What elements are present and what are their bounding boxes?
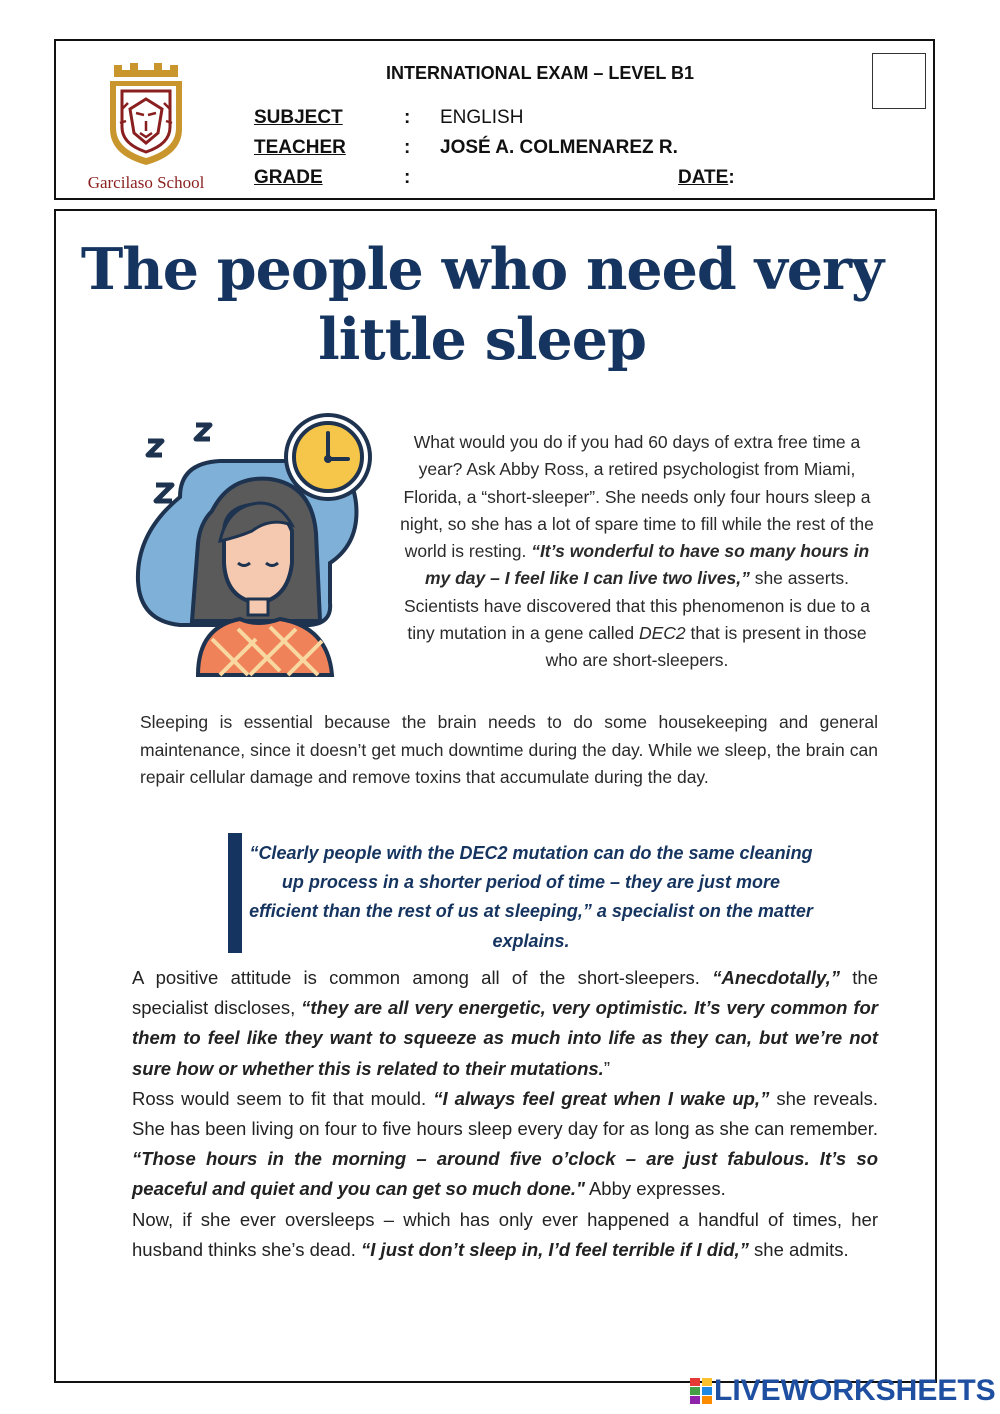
watermark-text: LIVEWORKSHEETS [714, 1374, 996, 1407]
date-colon: : [728, 167, 735, 188]
teacher-colon: : [404, 137, 411, 158]
liveworksheets-logo-icon [690, 1378, 712, 1404]
subject-value: ENGLISH [440, 107, 524, 128]
intro-gene: DEC2 [638, 623, 686, 644]
grade-label: GRADE [254, 167, 323, 188]
p3-text-a: Now, if she ever oversleeps – which has only ever happened a handful of times, her husband thinks she’s dead. [132, 1208, 878, 1260]
exam-header [54, 39, 935, 200]
article-box [54, 209, 937, 1383]
subject-label: SUBJECT [254, 107, 343, 128]
lion-crest-icon [104, 59, 188, 169]
paragraph-sleep-essential: Sleeping is essential because the brain needs to do some housekeeping and general maintenance, since it doesn’t get much downtime during the day. While we sleep, the brain can repair cellular damage and remove toxins that accumulate during the day. [140, 712, 878, 787]
title-line-2: little sleep [318, 306, 646, 373]
school-name: Garcilaso School [87, 173, 205, 192]
p1-quote-d: “they are all very energetic, very optimistic. It’s very common for them to feel like they want to squeeze as much into life as they can, but we’re not sure how or whether this is related to their mutations. [132, 997, 878, 1079]
date-field[interactable] [678, 167, 735, 189]
subject-colon: : [404, 107, 411, 128]
p2-text-a: Ross would seem to fit that mould. [132, 1087, 427, 1109]
p1-quote-b: “Anecdotally,” [712, 967, 841, 988]
intro-text-1: What would you do if you had 60 days of extra free time a year? Ask Abby Ross, a retired psychologist from Miami, Florida, a “short-sleeper”. She needs only four hours sleep a night, so she has a lot of spare time to fill while the rest of the world is resting. [400, 432, 874, 562]
p3-quote-b: “I just don’t sleep in, I’d feel terrible if I did,” [361, 1238, 749, 1260]
intro-text-2: she asserts. Scientists have discovered that this phenomenon is due to a tiny mutation in a gene called [404, 568, 870, 644]
body-paragraph-3 [132, 1205, 878, 1265]
p2-quote-d: “Those hours in the morning – around five o’clock – are just fabulous. It’s so peaceful and quiet and you can get so much done." [132, 1148, 878, 1200]
pullquote: “Clearly people with the DEC2 mutation can do the same cleaning up process in a shorter period of time – they are just more efficient than the rest of us at sleeping,” a specialist on the matter explains. [249, 843, 813, 951]
teacher-label: TEACHER [254, 137, 346, 158]
p1-text-a: A positive attitude is common among all of the short-sleepers. [132, 967, 700, 988]
article-body [132, 963, 878, 1265]
intro-paragraph [396, 429, 878, 675]
p2-text-e: Abby expresses. [588, 1178, 726, 1200]
p2-quote-b: “I always feel great when I wake up,” [433, 1087, 770, 1109]
pullquote-bar [228, 833, 242, 953]
article-title [56, 235, 908, 375]
exam-title: INTERNATIONAL EXAM – LEVEL B1 [386, 63, 695, 83]
intro-quote: “It’s wonderful to have so many hours in my day – I feel like I can live two lives,” [424, 541, 870, 589]
intro-text-3: that is present in those who are short-sleepers. [545, 623, 867, 671]
p3-text-c: she admits. [754, 1238, 849, 1260]
body-paragraph-1 [132, 963, 878, 1084]
date-label: DATE [678, 167, 729, 188]
grade-colon: : [404, 167, 411, 188]
p1-text-c: the specialist discloses, [132, 967, 878, 1019]
body-paragraph-2 [132, 1084, 878, 1205]
sleeping-woman-clock-illustration [120, 413, 390, 683]
clock-icon [286, 415, 370, 499]
score-box[interactable] [872, 53, 926, 109]
teacher-value: JOSÉ A. COLMENAREZ R. [440, 137, 678, 158]
p2-text-c: she reveals. She has been living on four to five hours sleep every day for as long as she can remember. [132, 1087, 879, 1140]
school-logo [76, 55, 216, 195]
title-line-1: The people who need very [80, 236, 884, 303]
liveworksheets-watermark [690, 1376, 996, 1406]
p1-close-quote: ” [603, 1057, 610, 1079]
